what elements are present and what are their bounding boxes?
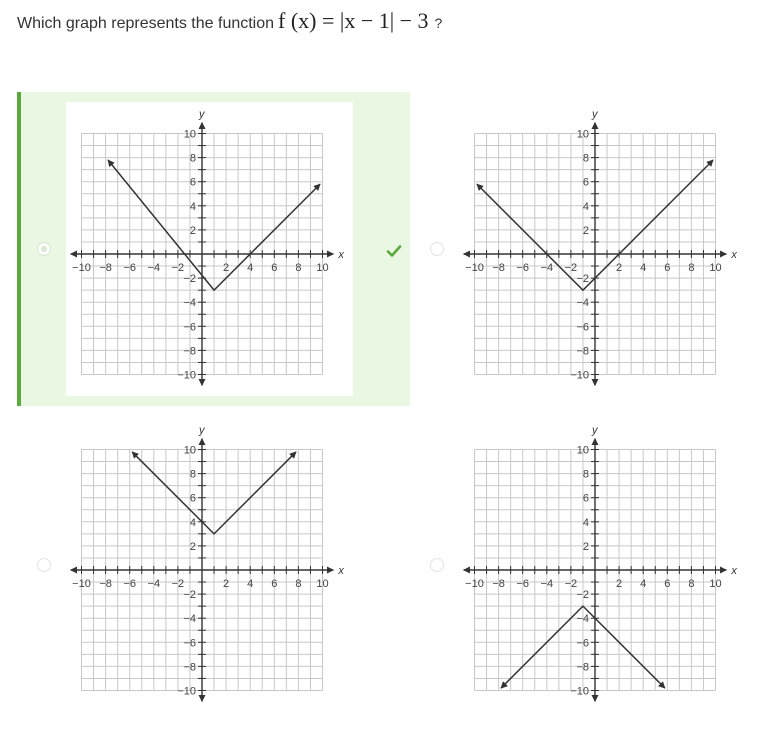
- y-tick-label: 2: [582, 224, 589, 237]
- y-tick-label: 2: [189, 540, 196, 553]
- x-tick-label: −6: [123, 578, 136, 590]
- y-tick-label: −8: [576, 661, 589, 674]
- y-tick-label: −2: [183, 589, 196, 602]
- x-axis-label: x: [731, 565, 737, 577]
- y-tick-label: 10: [183, 128, 196, 141]
- x-tick-label: 2: [223, 262, 230, 274]
- coordinate-plane: [66, 102, 353, 396]
- x-tick-label: 4: [640, 578, 647, 590]
- x-tick-label: −6: [123, 262, 136, 274]
- x-tick-label: −8: [99, 262, 112, 274]
- y-tick-label: −6: [183, 637, 196, 650]
- x-tick-label: 10: [316, 578, 329, 590]
- y-axis-label: y: [592, 108, 598, 121]
- x-tick-label: 4: [247, 262, 254, 274]
- x-tick-label: 4: [247, 578, 254, 590]
- y-tick-label: 10: [183, 444, 196, 457]
- y-tick-label: 2: [189, 224, 196, 237]
- question-mark: ?: [434, 15, 443, 31]
- y-tick-label: 8: [582, 468, 589, 481]
- x-tick-label: −2: [171, 262, 185, 274]
- graph-option-d: [459, 418, 746, 712]
- y-tick-label: −8: [576, 345, 589, 358]
- radio-button-b[interactable]: [430, 242, 444, 256]
- graph-option-c: [66, 418, 353, 712]
- x-tick-label: −6: [516, 578, 529, 590]
- y-tick-label: 4: [189, 516, 196, 529]
- answer-option-d[interactable]: [410, 408, 758, 722]
- x-tick-label: −6: [516, 262, 529, 274]
- x-tick-label: −4: [540, 578, 554, 590]
- x-tick-label: 8: [295, 578, 302, 590]
- x-tick-label: −10: [465, 578, 484, 590]
- y-tick-label: −2: [183, 273, 196, 286]
- x-tick-label: 8: [688, 262, 695, 274]
- y-tick-label: 8: [189, 152, 196, 165]
- x-tick-label: 6: [664, 262, 671, 274]
- y-tick-label: −6: [576, 637, 589, 650]
- x-tick-label: −10: [72, 262, 91, 274]
- y-axis-label: y: [592, 424, 598, 437]
- y-tick-label: −8: [183, 345, 196, 358]
- y-tick-label: −4: [576, 297, 589, 310]
- question-function: f (x) = |x − 1| − 3: [278, 8, 429, 33]
- y-tick-label: −10: [177, 369, 196, 382]
- x-tick-label: 2: [223, 578, 230, 590]
- x-tick-label: −2: [564, 578, 578, 590]
- radio-button-c[interactable]: [37, 558, 51, 572]
- x-tick-label: −10: [72, 578, 91, 590]
- y-tick-label: −2: [576, 589, 589, 602]
- y-tick-label: −6: [576, 321, 589, 334]
- y-axis-label: y: [199, 424, 205, 437]
- x-tick-label: 6: [271, 262, 278, 274]
- x-axis-label: x: [731, 249, 737, 261]
- answer-option-b[interactable]: [410, 92, 758, 406]
- x-tick-label: 6: [664, 578, 671, 590]
- y-tick-label: −4: [183, 613, 196, 626]
- y-tick-label: −10: [570, 685, 589, 698]
- x-tick-label: −2: [564, 262, 578, 274]
- graph-option-b: [459, 102, 746, 396]
- question-text: Which graph represents the function: [17, 15, 275, 32]
- y-tick-label: −4: [183, 297, 196, 310]
- answer-option-a[interactable]: [17, 92, 410, 406]
- coordinate-plane: [459, 418, 746, 712]
- coordinate-plane: [66, 418, 353, 712]
- y-tick-label: 6: [582, 492, 589, 505]
- y-tick-label: 4: [189, 200, 196, 213]
- coordinate-plane: [459, 102, 746, 396]
- y-tick-label: −6: [183, 321, 196, 334]
- y-tick-label: −4: [576, 613, 589, 626]
- y-tick-label: 6: [582, 176, 589, 189]
- y-tick-label: −10: [177, 685, 196, 698]
- x-tick-label: −2: [171, 578, 185, 590]
- graph-option-a: [66, 102, 353, 396]
- y-tick-label: 8: [582, 152, 589, 165]
- x-tick-label: −8: [492, 578, 505, 590]
- checkmark-icon: [386, 244, 402, 258]
- y-tick-label: 10: [576, 128, 589, 141]
- y-tick-label: 10: [576, 444, 589, 457]
- x-tick-label: 2: [616, 578, 623, 590]
- x-tick-label: −4: [147, 262, 161, 274]
- x-tick-label: 4: [640, 262, 647, 274]
- x-tick-label: −8: [99, 578, 112, 590]
- y-axis-label: y: [199, 108, 205, 121]
- x-tick-label: −4: [147, 578, 161, 590]
- x-axis-label: x: [338, 565, 344, 577]
- x-tick-label: −10: [465, 262, 484, 274]
- x-tick-label: 8: [688, 578, 695, 590]
- x-tick-label: 10: [709, 578, 722, 590]
- x-axis-label: x: [338, 249, 344, 261]
- x-tick-label: 2: [616, 262, 623, 274]
- x-tick-label: 6: [271, 578, 278, 590]
- x-tick-label: 10: [709, 262, 722, 274]
- x-tick-label: 10: [316, 262, 329, 274]
- y-tick-label: 6: [189, 176, 196, 189]
- radio-button-a[interactable]: [37, 242, 51, 256]
- x-tick-label: −8: [492, 262, 505, 274]
- y-tick-label: 8: [189, 468, 196, 481]
- answer-option-c[interactable]: [17, 408, 410, 722]
- y-tick-label: 4: [582, 516, 589, 529]
- question-prompt: [17, 8, 442, 48]
- radio-button-d[interactable]: [430, 558, 444, 572]
- y-tick-label: 6: [189, 492, 196, 505]
- y-tick-label: 2: [582, 540, 589, 553]
- x-tick-label: 8: [295, 262, 302, 274]
- y-tick-label: −2: [576, 273, 589, 286]
- y-tick-label: −8: [183, 661, 196, 674]
- y-tick-label: 4: [582, 200, 589, 213]
- radio-selected-dot: [41, 246, 47, 252]
- x-tick-label: −4: [540, 262, 554, 274]
- y-tick-label: −10: [570, 369, 589, 382]
